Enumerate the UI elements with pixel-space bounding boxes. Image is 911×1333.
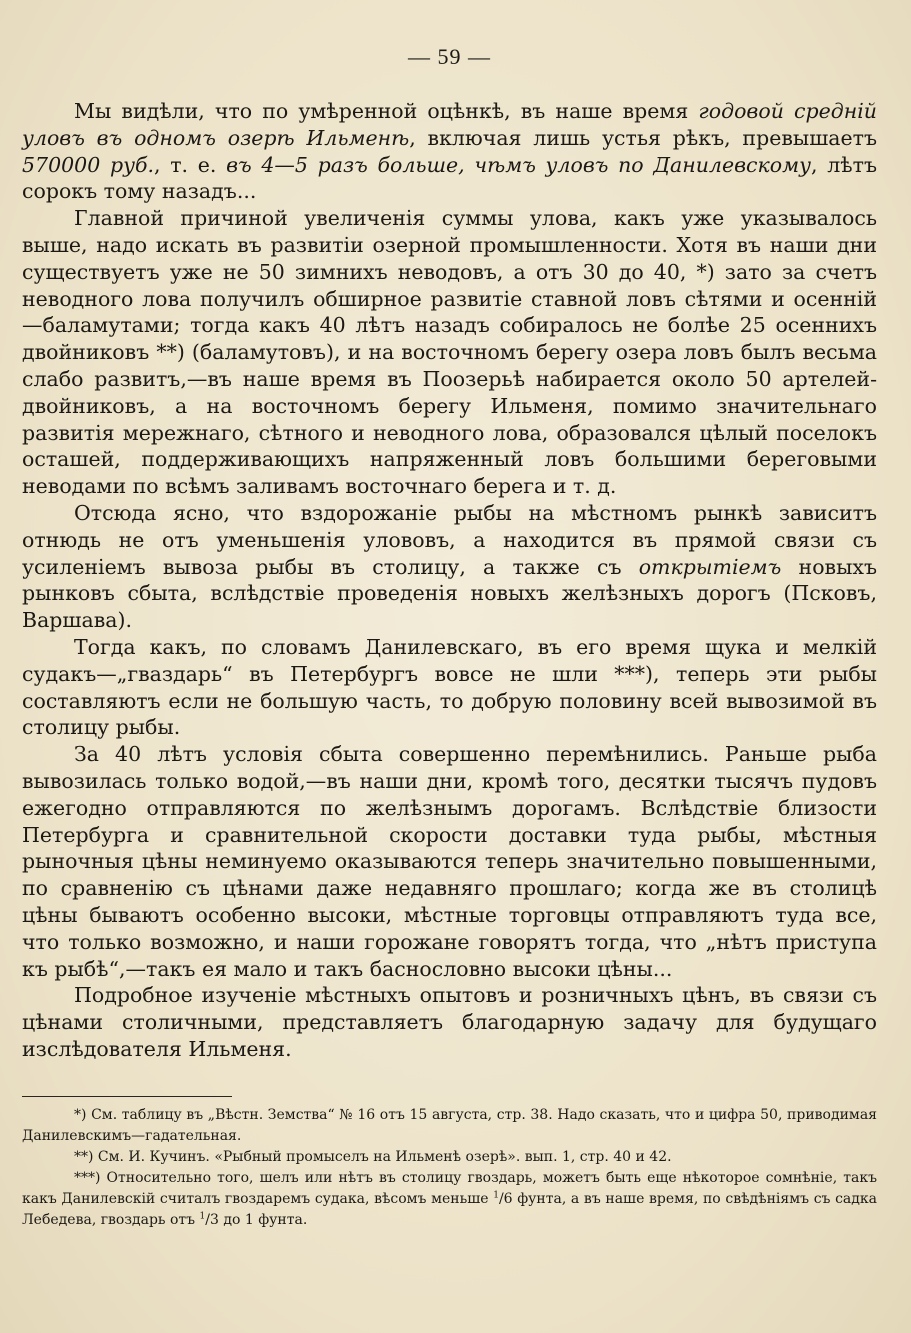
paragraph [22,500,877,634]
paragraph [22,741,877,982]
text-run: Отсюда ясно, что вздорожаніе рыбы на мѣстномъ рынкѣ зависитъ отнюдь не отъ уменьшенія улововъ, а находится въ прямой связи съ усиленіемъ вывоза рыбы въ столицу, а также съ [22,500,877,579]
text-run: /3 до 1 фунта. [205,1211,308,1228]
text-run: ***) Относительно того, шелъ или нѣтъ въ столицу гвоздарь, можетъ быть еще нѣкоторое сомнѣніе, такъ какъ Данилевскій считалъ гвоздаремъ судака, вѣсомъ меньше [22,1169,877,1207]
paragraph [22,634,877,741]
text-run: , лѣтъ сорокъ тому назадъ... [22,152,877,204]
paragraph [22,205,877,500]
footnote [22,1105,877,1147]
footnote [22,1147,877,1168]
text-run: новыхъ рынковъ сбыта, вслѣдствіе проведенія новыхъ желѣзныхъ дорогъ (Псковъ, Варшава). [22,554,877,633]
italic-text: годовой средній уловъ въ одномъ озерѣ Ильменѣ [22,99,877,150]
italic-text: открытіемъ [638,554,782,579]
footnotes [22,1105,877,1231]
text-run: За 40 лѣтъ условія сбыта совершенно перемѣнились. Раньше рыба вывозилась только водой,—въ наши дни, кромѣ того, десятки тысячъ пудовъ ежегодно отправляются по желѣзнымъ дорогамъ. Вслѣдствіе близости Петербурга и сравнительной скорости доставки туда рыбы, мѣстныя рыночныя цѣны неминуемо оказываются теперь значительно повышенными, по сравненію съ цѣнами даже недавняго прошлаго; когда же въ столицѣ цѣны бываютъ особенно высоки, мѣстные торговцы отправляютъ туда все, что только возможно, и наши горожане говорятъ тогда, что „нѣтъ приступа къ рыбѣ“,—такъ ея мало и такъ баснословно высоки цѣны... [22,742,877,981]
superscript: 1 [199,1211,206,1222]
text-run: , т. е. [154,152,227,177]
text-run: /6 фунта, а въ наше время, по свѣдѣніямъ съ садка Лебедева, гвоздарь отъ [22,1190,877,1228]
text-run: Тогда какъ, по словамъ Данилевскаго, въ его время щука и мелкій судакъ—„гваздарь“ въ Петербургъ вовсе не шли ***), теперь эти рыбы составляютъ если не большую часть, то добрую половину всей вывозимой въ столицу рыбы. [22,634,877,740]
text-run: **) См. И. Кучинъ. «Рыбный промыселъ на Ильменѣ озерѣ». вып. 1, стр. 40 и 42. [74,1148,672,1165]
text-run: , включая лишь устья рѣкъ, превышаетъ [409,125,878,150]
main-text [22,98,877,1063]
italic-text: въ 4—5 разъ больше, чѣмъ уловъ по Данилевскому [226,152,812,177]
footnote-separator [22,1096,232,1097]
paragraph [22,98,877,205]
paragraph [22,982,877,1062]
text-run: Главной причиной увеличенія суммы улова, какъ уже указывалось выше, надо искать въ развитіи озерной промышленности. Хотя въ наши дни существуетъ уже не 50 зимнихъ неводовъ, а отъ 30 до 40, *) зато за счетъ неводного лова получилъ обширное развитіе ставной ловъ сѣтями и осенній—баламутами; тогда какъ 40 лѣтъ назадъ собиралось не болѣе 25 осеннихъ двойниковъ **) (баламутовъ), и на восточномъ берегу озера ловъ былъ весьма слабо развитъ,—въ наше время въ Поозерьѣ набирается около 50 артелей-двойниковъ, а на восточномъ берегу Ильменя, помимо значительнаго развитія мережнаго, сѣтного и неводного лова, образовался цѣлый поселокъ осташей, поддерживающихъ напряженный ловъ большими береговыми неводами по всѣмъ заливамъ восточнаго берега и т. д. [22,206,877,499]
footnote [22,1168,877,1231]
superscript: 1 [493,1190,499,1201]
italic-text: 570000 руб. [22,152,154,177]
text-run: *) См. таблицу въ „Вѣстн. Земства“ № 16 отъ 15 августа, стр. 38. Надо сказать, что и цифра 50, приводимая Данилевскимъ—гадательная. [22,1106,877,1144]
text-run: Мы видѣли, что по умѣренной оцѣнкѣ, въ наше время [74,99,699,123]
text-run: Подробное изученіе мѣстныхъ опытовъ и розничныхъ цѣнъ, въ связи съ цѣнами столичными, представляетъ благодарную задачу для будущаго изслѣдователя Ильменя. [22,983,877,1061]
page-number: — 59 — [408,44,491,69]
